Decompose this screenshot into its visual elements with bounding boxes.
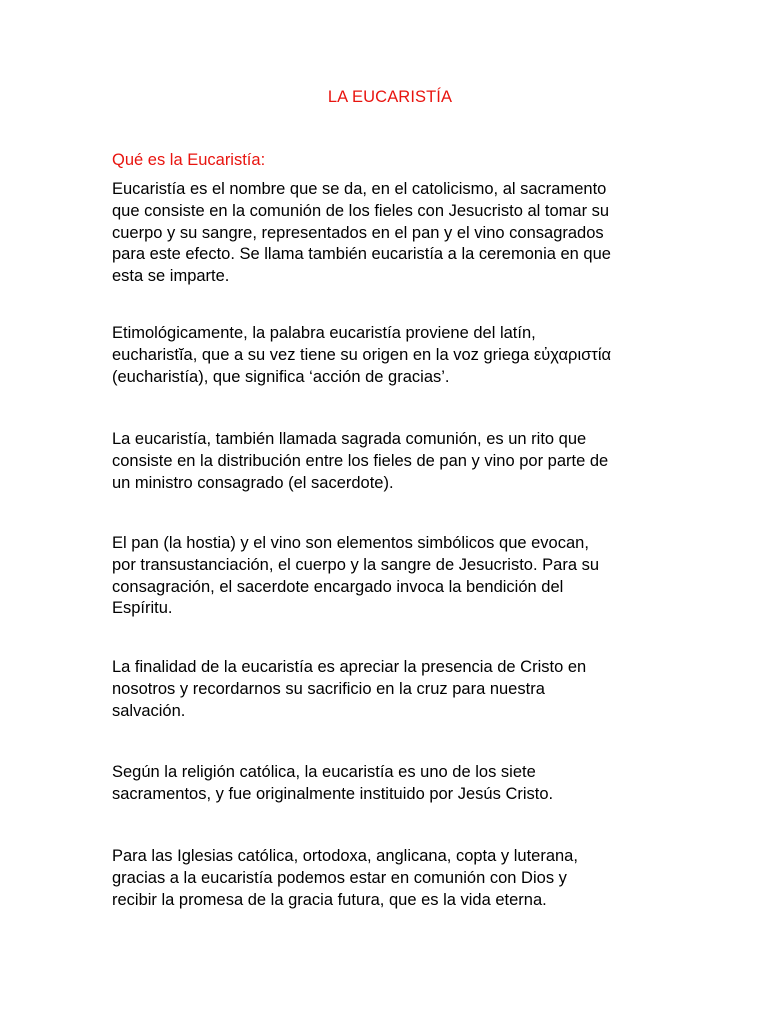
paragraph-definition: Eucaristía es el nombre que se da, en el catolicismo, al sacramento que consiste en la comunión de los fieles con Jesucristo al tomar su cuerpo y su sangre, representados en el pan y el vino consagrados para este efecto. Se llama también eucaristía a la ceremonia en que esta se imparte. bbox=[112, 180, 611, 286]
paragraph-communion-rite: La eucaristía, también llamada sagrada comunión, es un rito que consiste en la distribución entre los fieles de pan y vino por parte de un ministro consagrado (el sacerdote). bbox=[112, 430, 609, 492]
paragraph-churches: Para las Iglesias católica, ortodoxa, anglicana, copta y luterana, gracias a la eucaristía podemos estar en comunión con Dios y recibir la promesa de la gracia futura, que es la vida eterna. bbox=[112, 847, 578, 909]
paragraph-etymology: Etimológicamente, la palabra eucaristía proviene del latín, eucharistĭa, que a su vez tiene su origen en la voz griega εὐχαριστία (eucharistía), que significa ‘acción de gracias’. bbox=[112, 324, 612, 386]
paragraph-purpose: La finalidad de la eucaristía es apreciar la presencia de Cristo en nosotros y recordarnos su sacrificio en la cruz para nuestra salvación. bbox=[112, 658, 587, 720]
paragraph-bread-and-wine: El pan (la hostia) y el vino son elementos simbólicos que evocan, por transustanciación, el cuerpo y la sangre de Jesucristo. Para su consagración, el sacerdote encargado invoca la bendición del Espíritu. bbox=[112, 534, 600, 618]
document-title: LA EUCARISTÍA bbox=[327, 88, 453, 106]
paragraph-sacrament: Según la religión católica, la eucaristía es uno de los siete sacramentos, y fue originalmente instituido por Jesús Cristo. bbox=[112, 763, 554, 803]
section-heading: Qué es la Eucaristía: bbox=[112, 151, 266, 169]
